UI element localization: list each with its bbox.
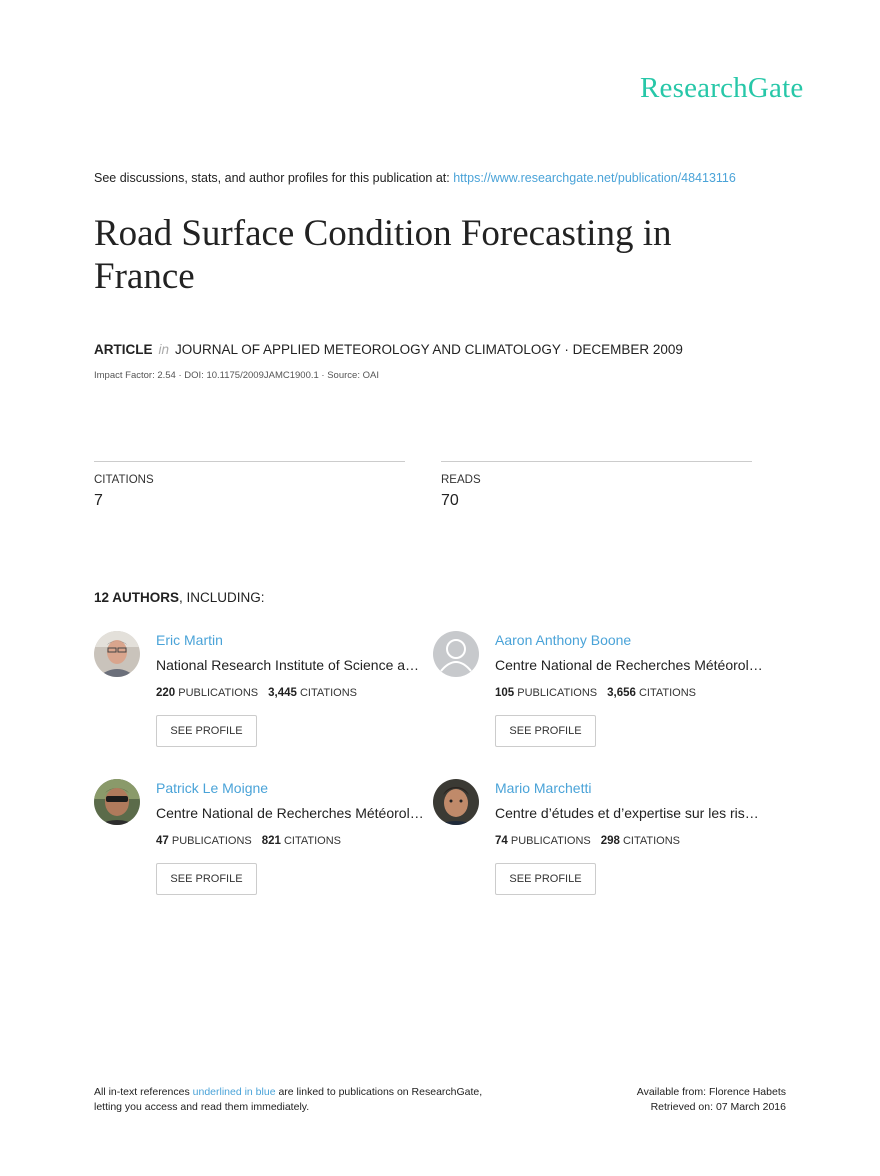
author-avatar[interactable] <box>94 631 140 677</box>
author-card <box>433 779 773 919</box>
author-name[interactable]: Aaron Anthony Boone <box>495 632 632 648</box>
citations-label: CITATIONS <box>638 687 697 699</box>
citations-count: 821 <box>261 835 281 847</box>
author-stats <box>495 687 696 699</box>
authors-heading <box>94 590 265 605</box>
author-stats <box>156 835 341 847</box>
article-source <box>94 342 683 357</box>
author-name[interactable]: Eric Martin <box>156 632 223 648</box>
author-affiliation: Centre d’études et d’expertise sur les ris… <box>495 805 759 821</box>
citations-count: 3,656 <box>607 687 636 699</box>
publication-link[interactable]: https://www.researchgate.net/publication/48413116 <box>453 171 736 185</box>
discussion-line <box>94 171 736 185</box>
publications-label: PUBLICATIONS <box>171 835 252 847</box>
author-card <box>94 779 434 919</box>
footer-note-line1 <box>94 1085 482 1100</box>
author-avatar[interactable] <box>94 779 140 825</box>
authors-count: 12 AUTHORS <box>94 590 180 605</box>
citations-label: CITATIONS <box>299 687 358 699</box>
journal-name: JOURNAL OF APPLIED METEOROLOGY AND CLIMATOLOGY · DECEMBER 2009 <box>175 342 683 357</box>
footer-highlight: underlined in blue <box>192 1086 276 1098</box>
footer-text: are linked to publications on ResearchGate, <box>278 1086 483 1098</box>
footer-text: All in-text references <box>94 1086 190 1098</box>
citations-label: CITATIONS <box>283 835 342 847</box>
in-word: in <box>158 342 170 357</box>
publications-count: 105 <box>495 687 515 699</box>
see-profile-button[interactable]: SEE PROFILE <box>156 715 257 747</box>
citations-label: CITATIONS <box>622 835 681 847</box>
reads-label: READS <box>441 474 481 486</box>
author-stats <box>495 835 680 847</box>
citations-value: 7 <box>94 492 103 509</box>
researchgate-logo[interactable]: ResearchGate <box>640 72 804 104</box>
author-avatar[interactable] <box>433 779 479 825</box>
citations-count: 298 <box>600 835 620 847</box>
footer-note <box>94 1085 482 1115</box>
author-affiliation: National Research Institute of Science a… <box>156 657 420 673</box>
article-kind: ARTICLE <box>94 342 153 357</box>
author-card <box>94 631 434 771</box>
retrieved-on: Retrieved on: 07 March 2016 <box>650 1101 786 1113</box>
citations-label: CITATIONS <box>94 474 154 486</box>
author-card <box>433 631 773 771</box>
footer-note-line2: letting you access and read them immediately. <box>94 1101 310 1113</box>
discussion-text: See discussions, stats, and author profiles for this publication at: <box>94 171 450 185</box>
publications-count: 47 <box>156 835 169 847</box>
article-title: Road Surface Condition Forecasting in France <box>94 213 672 297</box>
author-stats <box>156 687 357 699</box>
citations-stat <box>94 461 405 510</box>
publications-label: PUBLICATIONS <box>178 687 259 699</box>
publications-count: 74 <box>495 835 508 847</box>
author-name[interactable]: Mario Marchetti <box>495 780 592 796</box>
see-profile-button[interactable]: SEE PROFILE <box>495 715 596 747</box>
article-meta: Impact Factor: 2.54 · DOI: 10.1175/2009JAMC1900.1 · Source: OAI <box>94 370 379 381</box>
available-from: Available from: Florence Habets <box>636 1086 786 1098</box>
authors-suffix: , INCLUDING: <box>179 590 265 605</box>
author-affiliation: Centre National de Recherches Météorol… <box>495 657 763 673</box>
footer-availability <box>560 1085 786 1115</box>
publications-label: PUBLICATIONS <box>517 687 598 699</box>
publications-count: 220 <box>156 687 176 699</box>
publications-label: PUBLICATIONS <box>510 835 591 847</box>
citations-count: 3,445 <box>268 687 297 699</box>
reads-value: 70 <box>441 492 459 509</box>
see-profile-button[interactable]: SEE PROFILE <box>495 863 596 895</box>
author-avatar-placeholder-icon[interactable] <box>433 631 479 677</box>
see-profile-button[interactable]: SEE PROFILE <box>156 863 257 895</box>
author-affiliation: Centre National de Recherches Météorol… <box>156 805 424 821</box>
author-name[interactable]: Patrick Le Moigne <box>156 780 269 796</box>
reads-stat <box>441 461 752 510</box>
